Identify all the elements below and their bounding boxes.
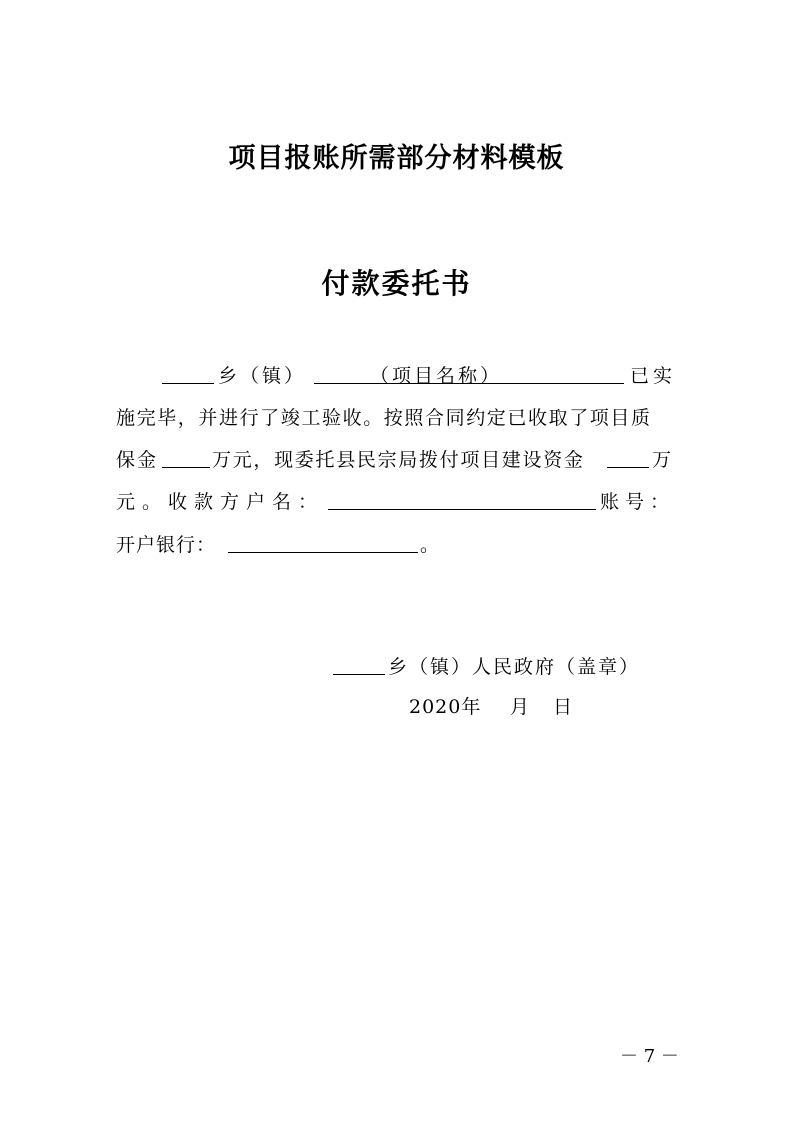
blank-bank[interactable] bbox=[228, 530, 418, 562]
signature-day: 日 bbox=[553, 696, 573, 718]
line1-end-text: 已实 bbox=[630, 365, 677, 387]
document-title: 项目报账所需部分材料模板 bbox=[228, 143, 565, 174]
blank-township[interactable] bbox=[162, 361, 214, 393]
blank-signature-township[interactable] bbox=[333, 652, 385, 684]
line3-end: 万 bbox=[652, 449, 672, 471]
project-name-label: （项目名称） bbox=[370, 365, 503, 387]
blank-fund-amount[interactable] bbox=[607, 445, 649, 477]
line5-end: 。 bbox=[420, 534, 440, 556]
form-title: 付款委托书 bbox=[321, 267, 472, 300]
bank-label: 开户银行： bbox=[116, 534, 217, 556]
body-line-2: 施完毕，并进行了竣工验收。按照合同约定已收取了项目质 bbox=[116, 407, 652, 429]
signature-month: 月 bbox=[510, 696, 530, 718]
page-number: － 7 － bbox=[620, 1046, 679, 1067]
signature-year: 2020年 bbox=[409, 696, 482, 718]
signature-org: 乡（镇）人民政府（盖章） bbox=[388, 656, 641, 678]
blank-payee-name[interactable] bbox=[328, 487, 596, 519]
payee-name-label: 元。收款方户名： bbox=[116, 491, 325, 513]
township-label: 乡（镇） bbox=[218, 365, 307, 387]
blank-retention-amount[interactable] bbox=[162, 445, 210, 477]
line3-middle: 万元，现委托县民宗局拨付项目建设资金 bbox=[212, 449, 585, 471]
account-label: 账号： bbox=[600, 491, 676, 513]
line3-prefix: 保金 bbox=[116, 449, 159, 471]
